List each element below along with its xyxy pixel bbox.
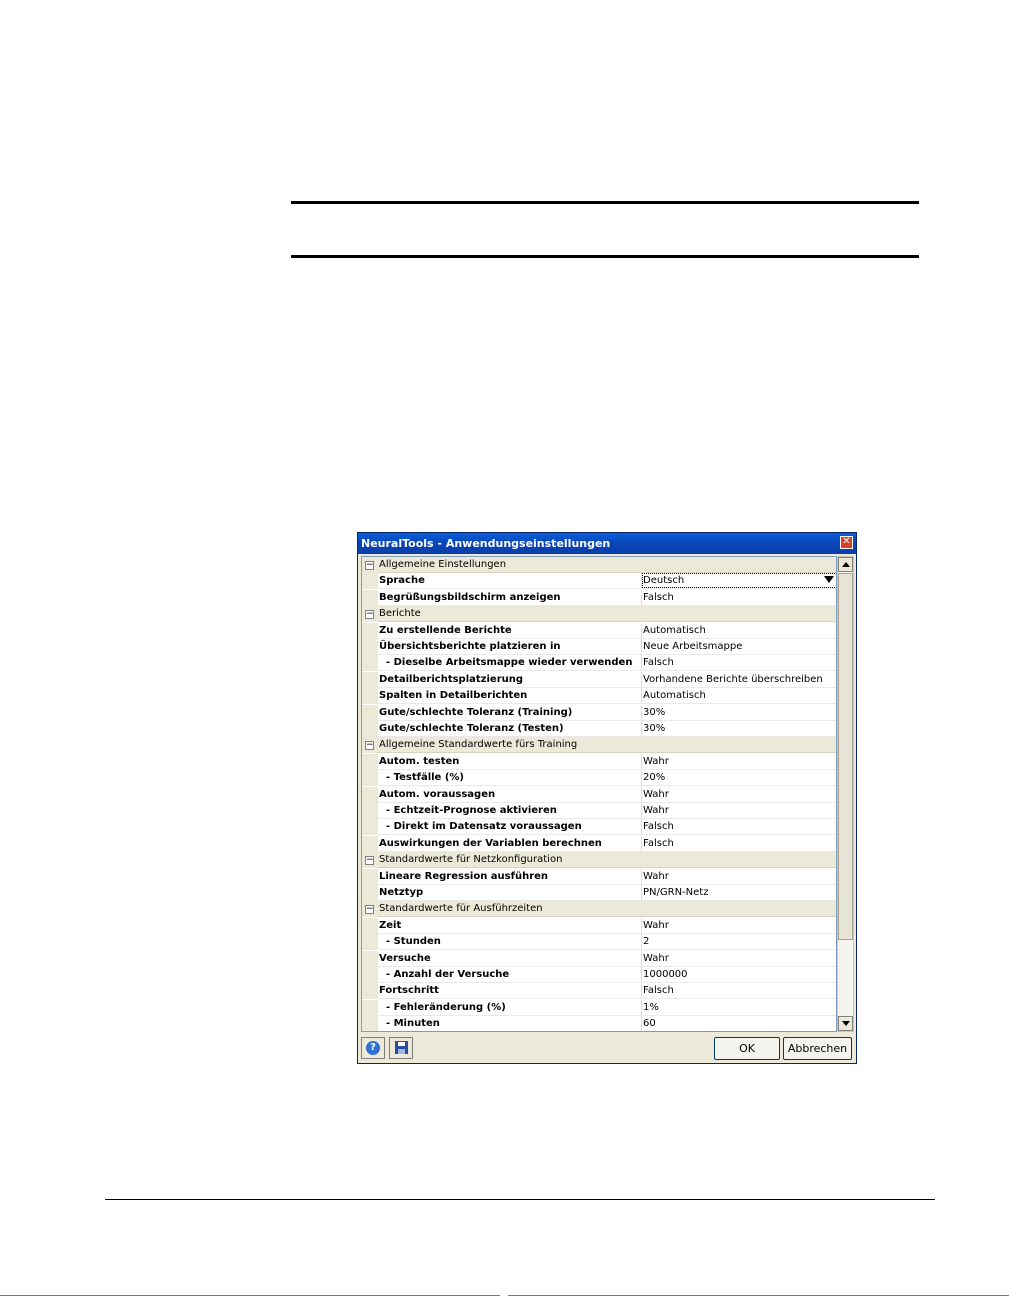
property-row[interactable] — [362, 1000, 836, 1016]
property-label: Begrüßungsbildschirm anzeigen — [379, 592, 561, 603]
property-row[interactable] — [362, 918, 836, 934]
column-divider — [641, 787, 642, 803]
column-divider — [641, 869, 642, 885]
property-label: Spalten in Detailberichten — [379, 690, 528, 701]
row-gutter — [362, 934, 378, 950]
property-value[interactable]: Vorhandene Berichte überschreiben — [643, 674, 823, 685]
column-divider — [641, 1000, 642, 1016]
row-gutter — [362, 951, 378, 967]
collapse-icon[interactable]: − — [366, 560, 374, 570]
row-gutter — [362, 770, 378, 786]
row-gutter — [362, 606, 378, 622]
property-label: Zu erstellende Berichte — [379, 625, 512, 636]
property-grid — [361, 556, 837, 1032]
property-row[interactable] — [362, 1016, 836, 1032]
property-value[interactable]: Falsch — [643, 657, 674, 668]
collapse-icon[interactable]: − — [366, 904, 374, 914]
property-label: Lineare Regression ausführen — [379, 871, 549, 882]
property-value[interactable]: Wahr — [643, 920, 669, 931]
row-gutter — [362, 557, 378, 573]
property-row[interactable] — [362, 721, 836, 737]
property-label: - Anzahl der Versuche — [379, 969, 510, 980]
property-label: Zeit — [379, 920, 402, 931]
arrow-down-icon — [842, 1021, 850, 1026]
category-row[interactable] — [362, 901, 836, 917]
row-gutter — [362, 590, 378, 606]
row-gutter — [362, 885, 378, 901]
category-row[interactable] — [362, 737, 836, 753]
help-icon: ? — [366, 1041, 380, 1055]
property-row[interactable] — [362, 967, 836, 983]
page-edge-line — [0, 1295, 500, 1296]
property-value[interactable]: Falsch — [643, 838, 674, 849]
property-label: Übersichtsberichte platzieren in — [379, 641, 561, 652]
column-divider — [641, 590, 642, 606]
category-label: Berichte — [379, 608, 421, 619]
property-value[interactable]: 1000000 — [643, 969, 688, 980]
collapse-icon[interactable]: − — [366, 740, 374, 750]
row-divider — [378, 916, 836, 917]
property-value[interactable]: 30% — [643, 723, 666, 734]
property-value[interactable]: Wahr — [643, 953, 669, 964]
row-gutter — [362, 918, 378, 934]
property-value[interactable]: Neue Arbeitsmappe — [643, 641, 743, 652]
top-rule — [291, 201, 919, 204]
dialog-title: NeuralTools - Anwendungseinstellungen — [361, 537, 611, 550]
row-divider — [378, 949, 836, 950]
row-divider — [378, 867, 836, 868]
property-row[interactable] — [362, 836, 836, 852]
property-row[interactable] — [362, 951, 836, 967]
row-gutter — [362, 803, 378, 819]
row-gutter — [362, 819, 378, 835]
scroll-down-button[interactable] — [838, 1016, 853, 1031]
row-gutter — [362, 983, 378, 999]
property-value[interactable]: Wahr — [643, 805, 669, 816]
property-value[interactable]: Wahr — [643, 789, 669, 800]
property-value[interactable]: Automatisch — [643, 690, 706, 701]
property-value[interactable]: 60 — [643, 1018, 656, 1029]
category-label: Allgemeine Einstellungen — [379, 559, 507, 570]
property-value[interactable]: 1% — [643, 1002, 659, 1013]
column-divider — [641, 721, 642, 737]
row-gutter — [362, 672, 378, 688]
header-rule — [291, 255, 919, 258]
property-label: Autom. testen — [379, 756, 460, 767]
row-gutter — [362, 754, 378, 770]
row-gutter — [362, 1016, 378, 1032]
property-label: Autom. voraussagen — [379, 789, 496, 800]
column-divider — [641, 623, 642, 639]
property-label: - Dieselbe Arbeitsmappe wieder verwenden — [379, 657, 633, 668]
column-divider — [641, 705, 642, 721]
property-label: Gute/schlechte Toleranz (Training) — [379, 707, 573, 718]
row-gutter — [362, 573, 378, 589]
row-gutter — [362, 705, 378, 721]
column-divider — [641, 918, 642, 934]
row-divider — [378, 998, 836, 999]
property-value[interactable]: Wahr — [643, 871, 669, 882]
property-label: - Echtzeit-Prognose aktivieren — [379, 805, 557, 816]
property-label: Netztyp — [379, 887, 424, 898]
ok-button[interactable]: OK — [714, 1037, 780, 1060]
row-gutter — [362, 655, 378, 671]
chevron-down-icon[interactable] — [824, 576, 834, 583]
column-divider — [641, 967, 642, 983]
row-gutter — [362, 737, 378, 753]
category-label: Allgemeine Standardwerte fürs Training — [379, 739, 578, 750]
category-row[interactable] — [362, 606, 836, 622]
column-divider — [641, 836, 642, 852]
property-value[interactable]: Automatisch — [643, 625, 706, 636]
property-row[interactable] — [362, 705, 836, 721]
row-divider — [378, 834, 836, 835]
column-divider — [641, 754, 642, 770]
property-value[interactable]: PN/GRN-Netz — [643, 887, 709, 898]
property-row[interactable] — [362, 869, 836, 885]
row-gutter — [362, 901, 378, 917]
dialog-footer — [358, 1034, 856, 1063]
arrow-up-icon — [842, 562, 850, 567]
property-row[interactable] — [362, 934, 836, 950]
row-gutter — [362, 967, 378, 983]
column-divider — [641, 951, 642, 967]
property-row[interactable] — [362, 819, 836, 835]
property-value[interactable]: 2 — [643, 936, 650, 947]
row-divider — [378, 785, 836, 786]
property-value: Deutsch — [643, 575, 685, 586]
row-divider — [378, 752, 836, 753]
property-label: - Direkt im Datensatz voraussagen — [379, 821, 582, 832]
help-button[interactable] — [361, 1037, 385, 1059]
row-gutter — [362, 836, 378, 852]
property-value[interactable]: Falsch — [643, 592, 674, 603]
category-label: Standardwerte für Ausführzeiten — [379, 903, 543, 914]
row-gutter — [362, 852, 378, 868]
property-row[interactable] — [362, 688, 836, 704]
column-divider — [641, 655, 642, 671]
close-icon[interactable]: ✕ — [840, 536, 853, 549]
property-value[interactable]: 20% — [643, 772, 666, 783]
property-label: - Stunden — [379, 936, 441, 947]
property-label: Gute/schlechte Toleranz (Testen) — [379, 723, 564, 734]
property-row[interactable] — [362, 787, 836, 803]
property-row[interactable] — [362, 770, 836, 786]
property-row[interactable] — [362, 573, 836, 589]
property-row[interactable] — [362, 885, 836, 901]
collapse-icon[interactable]: − — [366, 855, 374, 865]
property-value[interactable]: Falsch — [643, 985, 674, 996]
language-dropdown[interactable] — [642, 573, 837, 588]
column-divider — [641, 639, 642, 655]
row-gutter — [362, 869, 378, 885]
column-divider — [641, 672, 642, 688]
cancel-button[interactable]: Abbrechen — [783, 1037, 852, 1060]
column-divider — [641, 819, 642, 835]
floppy-disk-icon — [395, 1041, 408, 1054]
property-row[interactable] — [362, 590, 836, 606]
row-gutter — [362, 1000, 378, 1016]
property-value[interactable]: Wahr — [643, 756, 669, 767]
property-row[interactable] — [362, 655, 836, 671]
row-gutter — [362, 623, 378, 639]
row-gutter — [362, 639, 378, 655]
property-label: Fortschritt — [379, 985, 439, 996]
property-label: Sprache — [379, 575, 425, 586]
property-value[interactable]: 30% — [643, 707, 666, 718]
column-divider — [641, 1016, 642, 1032]
row-divider — [378, 670, 836, 671]
row-gutter — [362, 688, 378, 704]
row-divider — [378, 703, 836, 704]
column-divider — [641, 983, 642, 999]
column-divider — [641, 803, 642, 819]
row-gutter — [362, 721, 378, 737]
property-row[interactable] — [362, 983, 836, 999]
footer-rule — [105, 1199, 935, 1200]
property-label: Auswirkungen der Variablen berechnen — [379, 838, 602, 849]
property-label: Detailberichtsplatzierung — [379, 674, 524, 685]
column-divider — [641, 885, 642, 901]
property-value[interactable]: Falsch — [643, 821, 674, 832]
vertical-scrollbar[interactable] — [837, 556, 854, 1032]
property-label: - Testfälle (%) — [379, 772, 464, 783]
property-row[interactable] — [362, 672, 836, 688]
column-divider — [641, 688, 642, 704]
property-label: - Fehleränderung (%) — [379, 1002, 506, 1013]
save-button[interactable] — [389, 1037, 413, 1059]
property-label: - Minuten — [379, 1018, 440, 1029]
category-row[interactable] — [362, 852, 836, 868]
scroll-up-button[interactable] — [838, 557, 853, 572]
column-divider — [641, 770, 642, 786]
property-label: Versuche — [379, 953, 431, 964]
property-row[interactable] — [362, 623, 836, 639]
property-row[interactable] — [362, 803, 836, 819]
row-divider — [378, 588, 836, 589]
property-row[interactable] — [362, 754, 836, 770]
dialog-titlebar[interactable] — [358, 533, 856, 554]
column-divider — [641, 934, 642, 950]
row-divider — [378, 1031, 836, 1032]
property-row[interactable] — [362, 639, 836, 655]
row-gutter — [362, 787, 378, 803]
settings-dialog — [357, 532, 857, 1064]
page-edge-line — [508, 1295, 1009, 1296]
category-label: Standardwerte für Netzkonfiguration — [379, 854, 563, 865]
row-divider — [378, 621, 836, 622]
scroll-thumb[interactable] — [838, 573, 853, 940]
collapse-icon[interactable]: − — [366, 609, 374, 619]
category-row[interactable] — [362, 557, 836, 573]
